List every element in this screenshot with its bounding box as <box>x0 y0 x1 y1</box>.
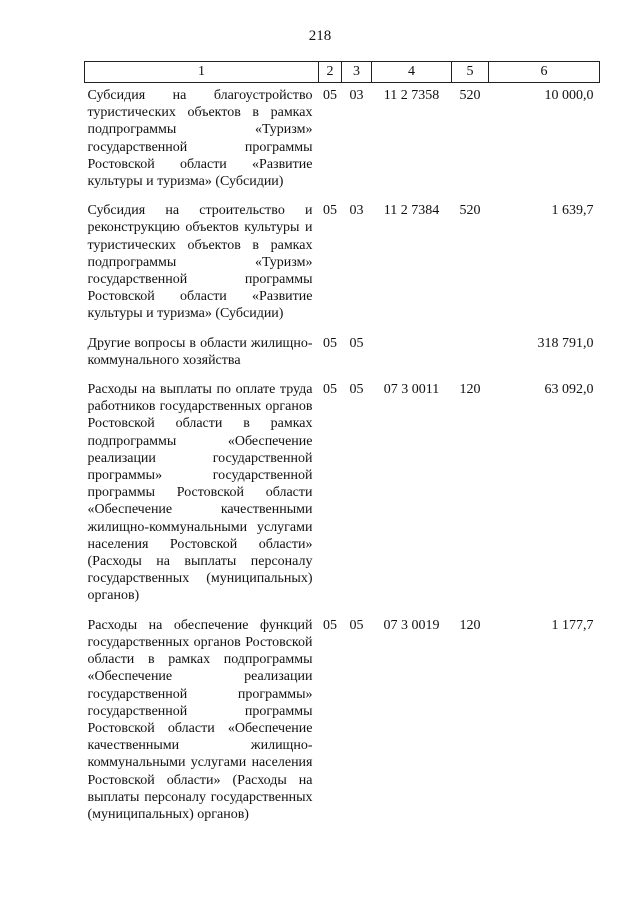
row-section: 05 <box>323 335 337 351</box>
row-section: 05 <box>323 617 337 633</box>
row-target-code: 11 2 7358 <box>383 88 440 103</box>
row-section: 05 <box>323 203 337 219</box>
row-expense-type <box>452 329 489 375</box>
row-subsection: 05 <box>349 335 364 351</box>
row-amount: 318 791,0 <box>537 335 594 351</box>
column-header: 5 <box>452 62 489 83</box>
budget-table <box>84 61 600 829</box>
row-name: Субсидия на благоустройство туристических объектов в рамках подпрограммы «Туризм» государственной программы Ростовской области «Развитие культуры и туризма» (Субсидии) <box>87 88 313 190</box>
table-row <box>85 329 600 375</box>
row-subsection: 03 <box>349 88 364 103</box>
row-expense-type: 120 <box>459 382 481 398</box>
table-row <box>85 83 600 197</box>
row-name: Расходы на обеспечение функций государственных органов Ростовской области в рамках подпрограммы «Обеспечение реализации государственной программы» государственной программы Ростовской области «Обеспечение качественными жилищно-коммунальными услугами населения Ростовской области» (Расходы на выплаты персоналу государственных (муниципальных) органов) <box>87 617 313 822</box>
row-target-code: 07 3 0019 <box>383 617 440 633</box>
row-name: Расходы на выплаты по оплате труда работников государственных органов Ростовской области в рамках подпрограммы «Обеспечение реализации государственной программы» государственной программы Ростовской области «Обеспечение качественными жилищно-коммунальными услугами населения Ростовской области» (Расходы на выплаты персоналу государственных (муниципальных) органов) <box>87 382 313 604</box>
row-amount: 1 177,7 <box>551 617 594 633</box>
row-subsection: 05 <box>349 617 364 633</box>
row-amount: 1 639,7 <box>551 203 594 219</box>
column-header: 4 <box>372 62 452 83</box>
row-target-code: 11 2 7384 <box>383 203 440 219</box>
row-expense-type: 120 <box>459 617 481 633</box>
column-header: 3 <box>342 62 372 83</box>
row-amount: 10 000,0 <box>544 88 594 103</box>
row-name: Субсидия на строительство и реконструкцию объектов культуры и туристических объектов в рамках подпрограммы «Туризм» государственной программы Ростовской области «Развитие культуры и туризма» (Субсидии) <box>87 203 313 322</box>
row-section: 05 <box>323 88 337 103</box>
row-name: Другие вопросы в области жилищно-коммунального хозяйства <box>87 335 313 368</box>
row-section: 05 <box>323 382 337 398</box>
table-row <box>85 196 600 328</box>
table-header-row <box>85 62 600 83</box>
row-amount: 63 092,0 <box>544 382 594 398</box>
row-expense-type: 520 <box>459 88 481 103</box>
table-row <box>85 611 600 829</box>
row-target-code <box>372 329 452 375</box>
row-target-code: 07 3 0011 <box>383 382 440 398</box>
row-expense-type: 520 <box>459 203 481 219</box>
column-header: 1 <box>85 62 319 83</box>
table-row <box>85 375 600 611</box>
column-header: 6 <box>489 62 600 83</box>
page-number: 218 <box>308 28 332 44</box>
row-subsection: 03 <box>349 203 364 219</box>
column-header: 2 <box>319 62 342 83</box>
row-subsection: 05 <box>349 382 364 398</box>
